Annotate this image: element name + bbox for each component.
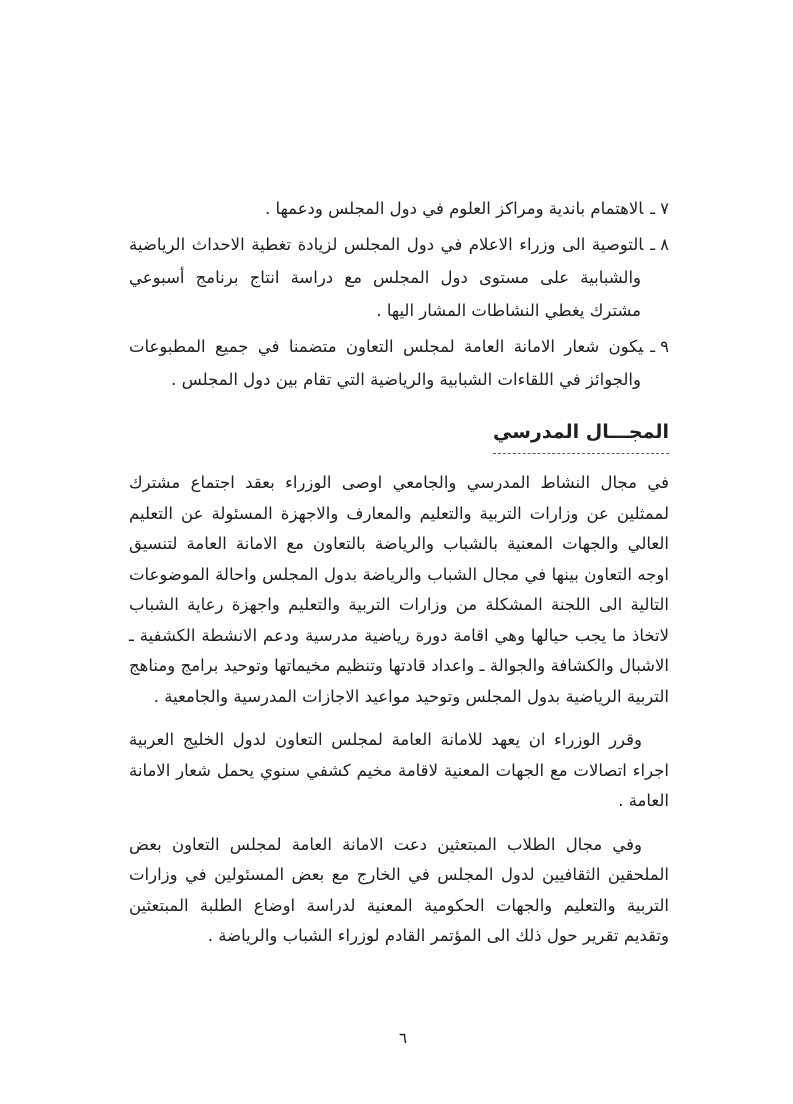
numbered-list (129, 192, 669, 396)
list-item-text: يكون شعار الامانة العامة لمجلس التعاون متضمنا في جميع المطبوعات والجوائز في اللقاءات الشبابية والرياضية التي تقام بين دول المجلس . (129, 337, 644, 389)
list-item-number: ٧ (660, 199, 669, 218)
list-item-8 (129, 228, 669, 327)
paragraph-scholarship-students: وفي مجال الطلاب المبتعثين دعت الامانة العامة لمجلس التعاون بعض الملحقين الثقافيين لدول المجلس في الخارج مع بعض المسئولين في وزارات التربية والتعليم والجهات الحكومية المعنية لدراسة اوضاع الطلبة المبتعثين وتقديم تقرير حول ذلك الى المؤتمر القادم لوزراء الشباب والرياضة . (129, 834, 669, 945)
section-heading: المجـــال المدرسي (493, 418, 669, 454)
list-item-7 (129, 192, 669, 225)
list-item-dash: ـ (650, 235, 656, 254)
page-number: ٦ (399, 1029, 408, 1047)
list-item-dash: ـ (650, 337, 656, 356)
list-item-number: ٩ (660, 337, 669, 356)
paragraph-school-activity: في مجال النشاط المدرسي والجامعي اوصى الوزراء بعقد اجتماع مشترك لممثلين عن وزارات التربية والتعليم والمعارف والاجهزة المسئولة عن التعليم العالي والجهات المعنية بالشباب والرياضة بالتعاون مع الامانة العامة لتنسيق اوجه التعاون بينها في مجال الشباب والرياضة بدول المجلس واحالة الموضوعات التالية الى اللجنة المشكلة من وزارات التربية والتعليم واجهزة رعاية الشباب لاتخاذ ما يجب حيالها وهي اقامة دورة رياضية مدرسية ودعم الانشطة الكشفية ـ الاشبال والكشافة والجوالة ـ واعداد قادتها وتنظيم مخيماتها وتوحيد برامج ومناهج التربية الرياضية بدول المجلس وتوحيد مواعيد الاجازات المدرسية والجامعية . (129, 473, 669, 706)
list-item-text: التوصية الى وزراء الاعلام في دول المجلس لزيادة تغطية الاحداث الرياضية والشبابية على مستوى دول المجلس مع دراسة انتاج برنامج أسبوعي مشترك يغطي النشاطات المشار اليها . (129, 235, 644, 320)
list-item-9 (129, 330, 669, 396)
list-item-dash: ـ (650, 199, 656, 218)
page-content (129, 192, 669, 952)
list-item-text: الاهتمام باندية ومراكز العلوم في دول المجلس ودعمها . (265, 199, 644, 218)
paragraph-scout-camp: وقرر الوزراء ان يعهد للامانة العامة لمجلس التعاون لدول الخليج العربية اجراء اتصالات مع الجهات المعنية لاقامة مخيم كشفي سنوي يحمل شعار الامانة العامة . (129, 730, 669, 810)
section-heading-wrap (129, 418, 669, 454)
list-item-number: ٨ (660, 235, 669, 254)
